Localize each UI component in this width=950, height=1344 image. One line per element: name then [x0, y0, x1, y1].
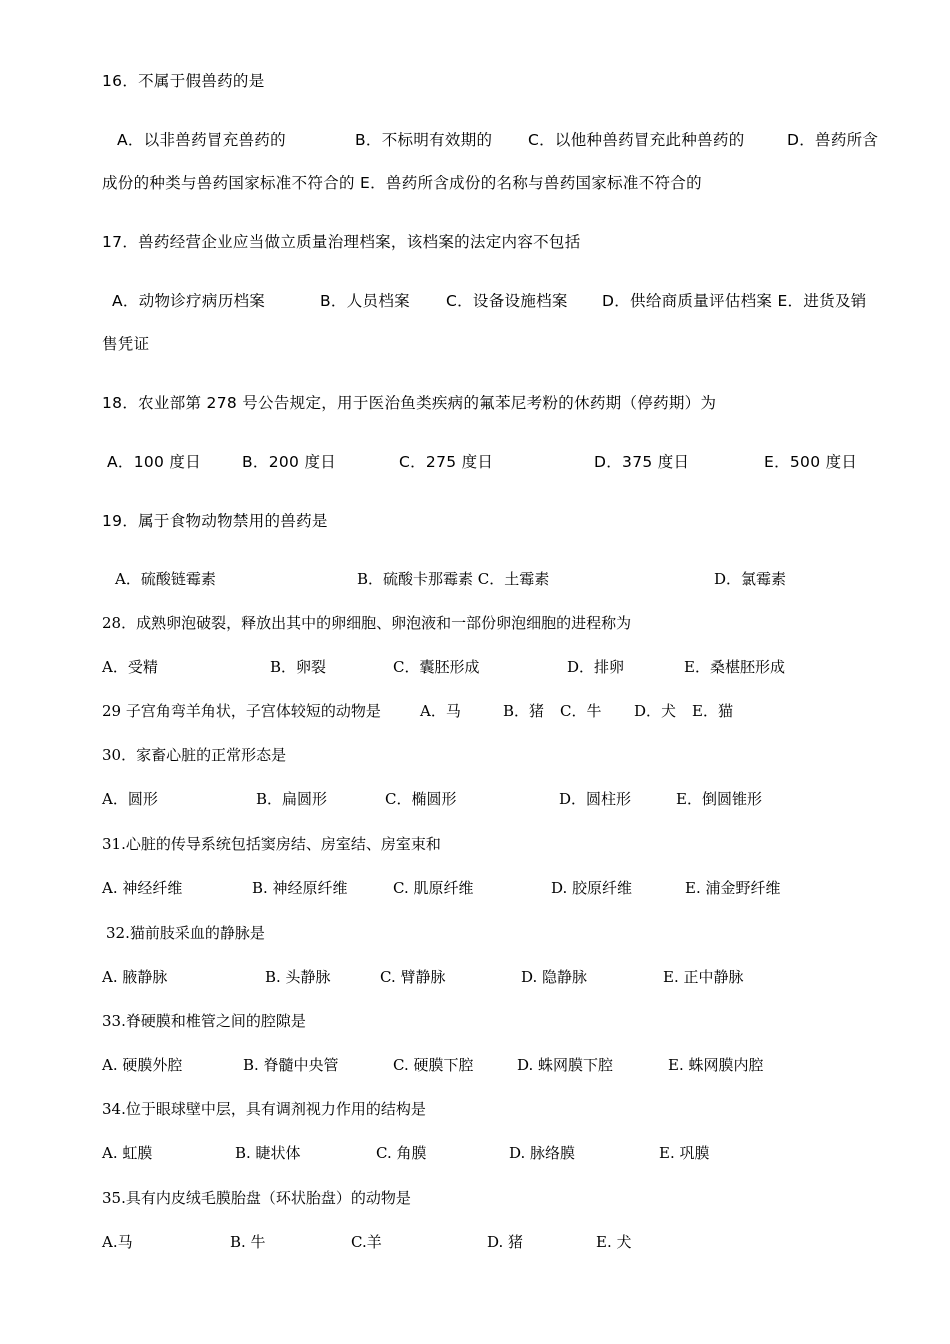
question-17-option-c: C．设备设施档案	[446, 292, 568, 310]
question-29-option-d: D．犬	[634, 702, 677, 720]
question-16-option-a: A．以非兽药冒充兽药的	[117, 131, 286, 149]
question-16-option-c: C．以他种兽药冒充此种兽药的	[528, 131, 745, 149]
question-18-option-e: E．500 度日	[764, 453, 858, 471]
question-34-option-c: C. 角膜	[376, 1144, 427, 1162]
question-31-option-b: B. 神经原纤维	[252, 879, 348, 897]
question-33-option-d: D. 蛛网膜下腔	[517, 1056, 614, 1074]
question-16-option-d: D．兽药所含	[787, 131, 879, 149]
question-30-option-e: E．倒圆锥形	[676, 790, 762, 808]
question-32-option-b: B. 头静脉	[265, 968, 331, 986]
question-16-option-d-continued: 成份的种类与兽药国家标准不符合的 E．兽药所含成份的名称与兽药国家标准不符合的	[102, 174, 702, 192]
question-16-stem: 16．不属于假兽药的是	[102, 72, 265, 90]
question-33-option-b: B. 脊髓中央管	[243, 1056, 339, 1074]
question-32-stem: 32.猫前肢采血的静脉是	[106, 924, 265, 942]
question-34-stem: 34.位于眼球壁中层，具有调剂视力作用的结构是	[102, 1100, 426, 1118]
question-19-option-d: D．氯霉素	[714, 570, 787, 588]
question-33-stem: 33.脊硬膜和椎管之间的腔隙是	[102, 1012, 306, 1030]
question-32-option-a: A. 腋静脉	[102, 968, 168, 986]
question-31-option-e: E. 浦金野纤维	[685, 879, 781, 897]
question-35-option-d: D. 猪	[487, 1233, 524, 1251]
question-28-option-b: B．卵裂	[270, 658, 327, 676]
question-31-option-a: A. 神经纤维	[102, 879, 183, 897]
question-30-option-c: C．椭圆形	[385, 790, 457, 808]
question-29-option-a: A．马	[420, 702, 461, 720]
question-30-option-d: D．圆柱形	[559, 790, 632, 808]
question-16-option-b: B．不标明有效期的	[355, 131, 493, 149]
question-17-option-a: A．动物诊疗病历档案	[112, 292, 266, 310]
question-33-option-c: C. 硬膜下腔	[393, 1056, 474, 1074]
question-19-stem: 19．属于食物动物禁用的兽药是	[102, 512, 328, 530]
question-30-stem: 30．家畜心脏的正常形态是	[102, 746, 287, 764]
question-35-option-b: B. 牛	[230, 1233, 266, 1251]
question-35-option-e: E. 犬	[596, 1233, 632, 1251]
question-19-option-a: A．硫酸链霉素	[115, 570, 216, 588]
question-34-option-d: D. 脉络膜	[509, 1144, 576, 1162]
question-33-option-a: A. 硬膜外腔	[102, 1056, 183, 1074]
question-34-option-a: A. 虹膜	[102, 1144, 153, 1162]
question-29-option-c: C．牛	[560, 702, 602, 720]
question-28-option-e: E．桑椹胚形成	[684, 658, 785, 676]
question-17-stem: 17．兽药经营企业应当做立质量治理档案，该档案的法定内容不包括	[102, 233, 581, 251]
question-18-option-c: C．275 度日	[399, 453, 494, 471]
question-19-option-b-c: B．硫酸卡那霉素 C．土霉素	[357, 570, 550, 588]
question-18-option-d: D．375 度日	[594, 453, 690, 471]
question-35-option-c: C.羊	[351, 1233, 382, 1251]
question-31-stem: 31.心脏的传导系统包括窦房结、房室结、房室束和	[102, 835, 441, 853]
question-18-stem: 18．农业部第 278 号公告规定，用于医治鱼类疾病的氟苯尼考粉的休药期（停药期）为	[102, 394, 717, 412]
question-32-option-c: C. 臂静脉	[380, 968, 446, 986]
question-18-option-a: A．100 度日	[107, 453, 202, 471]
question-28-option-a: A．受精	[102, 658, 158, 676]
question-35-option-a: A.马	[102, 1233, 133, 1251]
question-29-option-e: E．猫	[692, 702, 733, 720]
question-28-option-d: D．排卵	[567, 658, 625, 676]
question-17-option-b: B．人员档案	[320, 292, 410, 310]
question-31-option-c: C. 肌原纤维	[393, 879, 474, 897]
question-17-option-e-continued: 售凭证	[102, 335, 150, 353]
question-34-option-e: E. 巩膜	[659, 1144, 710, 1162]
question-31-option-d: D. 胶原纤维	[551, 879, 633, 897]
question-33-option-e: E. 蛛网膜内腔	[668, 1056, 764, 1074]
question-32-option-d: D. 隐静脉	[521, 968, 588, 986]
question-32-option-e: E. 正中静脉	[663, 968, 744, 986]
question-34-option-b: B. 睫状体	[235, 1144, 301, 1162]
question-30-option-a: A．圆形	[102, 790, 158, 808]
question-18-option-b: B．200 度日	[242, 453, 337, 471]
question-28-option-c: C．囊胚形成	[393, 658, 480, 676]
question-17-option-d: D．供给商质量评估档案 E．进货及销	[602, 292, 867, 310]
question-28-stem: 28．成熟卵泡破裂，释放出其中的卵细胞、卵泡液和一部份卵泡细胞的进程称为	[102, 614, 632, 632]
question-29-option-b: B．猪	[503, 702, 545, 720]
question-29-stem: 29 子宫角弯羊角状，子宫体较短的动物是	[102, 702, 381, 720]
question-35-stem: 35.具有内皮绒毛膜胎盘（环状胎盘）的动物是	[102, 1189, 411, 1207]
question-30-option-b: B．扁圆形	[256, 790, 328, 808]
